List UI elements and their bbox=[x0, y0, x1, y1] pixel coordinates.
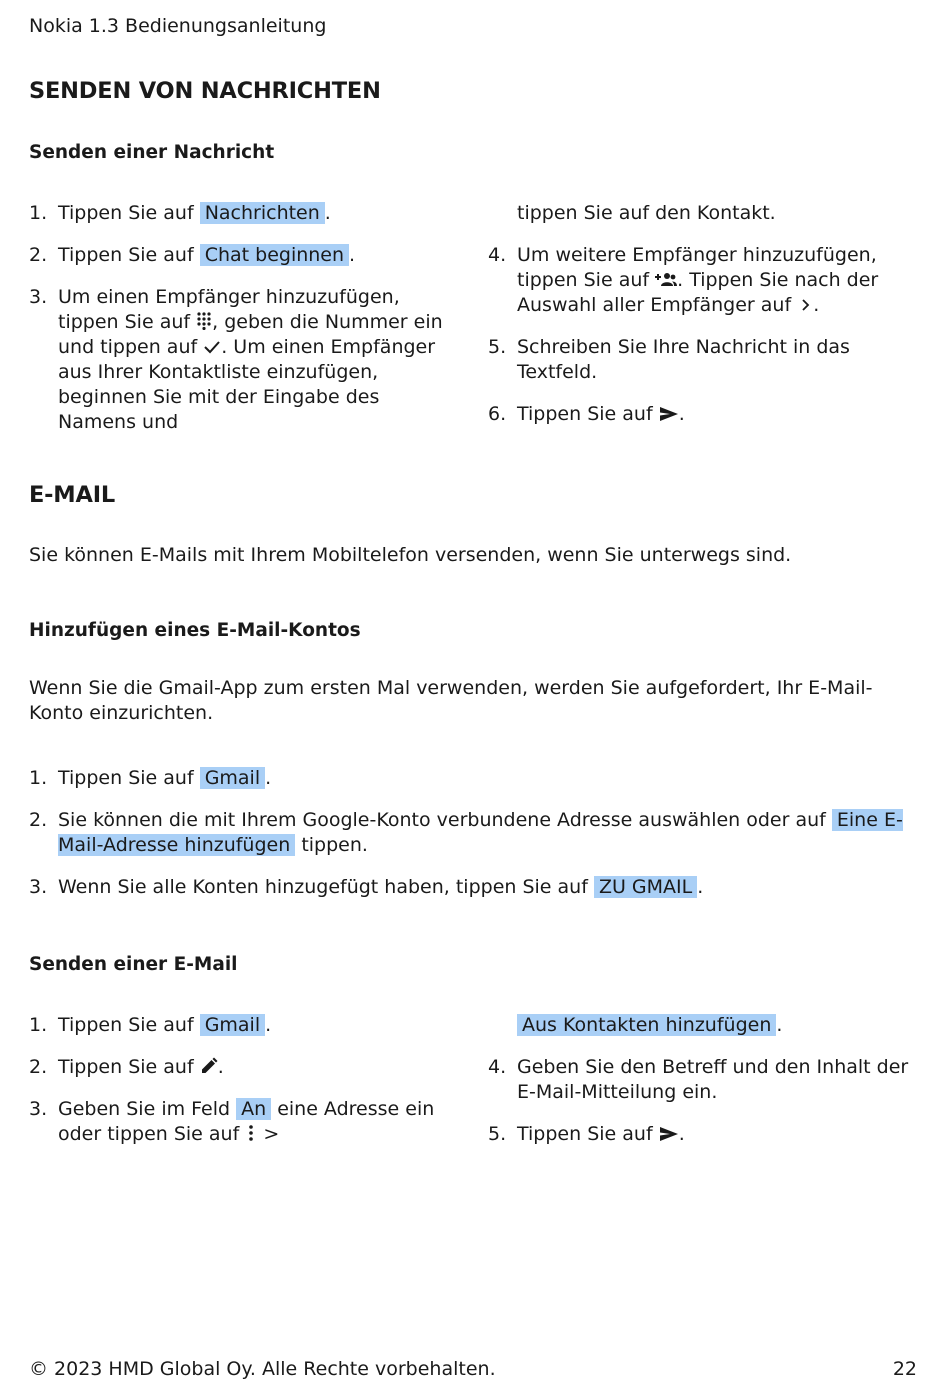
list-item bbox=[29, 243, 459, 268]
list-item bbox=[29, 1097, 459, 1147]
email-intro: Sie können E-Mails mit Ihrem Mobiltelefon versenden, wenn Sie unterwegs sind. bbox=[29, 544, 792, 566]
add-people-icon bbox=[655, 272, 677, 288]
pencil-icon bbox=[200, 1057, 218, 1075]
step-text: . bbox=[349, 244, 356, 266]
chevron-right-icon bbox=[797, 297, 813, 313]
page-header: Nokia 1.3 Bedienungsanleitung bbox=[29, 15, 327, 37]
add-email-address-label: Eine E-Mail-Adresse hinzufügen bbox=[58, 809, 903, 856]
step-number: 1. bbox=[29, 767, 48, 789]
step-number: 4. bbox=[488, 1056, 507, 1078]
list-item bbox=[29, 808, 919, 858]
step-text: > bbox=[257, 1123, 280, 1145]
send-icon bbox=[659, 1126, 679, 1142]
step-number: 3. bbox=[29, 1098, 48, 1120]
step-text: . bbox=[265, 1014, 272, 1036]
section-title-email: E-MAIL bbox=[29, 482, 116, 508]
add-account-text: Wenn Sie die Gmail-App zum ersten Mal verwenden, werden Sie aufgefordert, Ihr E-Mail-Konto einzurichten. bbox=[29, 677, 873, 724]
gmail-label: Gmail bbox=[200, 767, 265, 789]
step-number: 2. bbox=[29, 1056, 48, 1078]
step-number: 2. bbox=[29, 809, 48, 831]
step-text: . Tippen Sie nach der Auswahl aller Empfänger auf bbox=[517, 269, 879, 316]
list-item bbox=[29, 875, 919, 900]
chat-beginnen-label: Chat beginnen bbox=[200, 244, 349, 266]
an-field-label: An bbox=[236, 1098, 271, 1120]
page-number: 22 bbox=[892, 1358, 917, 1380]
step-text: . bbox=[697, 876, 704, 898]
step-text: Tippen Sie auf bbox=[517, 403, 659, 425]
step-number: 1. bbox=[29, 1014, 48, 1036]
list-item bbox=[29, 1013, 459, 1038]
step-number: 3. bbox=[29, 286, 48, 308]
step-text: Tippen Sie auf bbox=[58, 767, 200, 789]
step-text: . bbox=[324, 202, 331, 224]
step-text: Tippen Sie auf bbox=[58, 1056, 200, 1078]
step-text: Tippen Sie auf bbox=[58, 202, 200, 224]
gmail-label: Gmail bbox=[200, 1014, 265, 1036]
add-account-steps bbox=[29, 766, 919, 917]
more-vert-icon bbox=[245, 1124, 257, 1142]
step-text: Um weitere Empfänger hinzuzufügen, tippen Sie auf bbox=[517, 244, 877, 291]
step-text: Geben Sie den Betreff und den Inhalt der E-Mail-Mitteilung ein. bbox=[517, 1056, 909, 1103]
step-text: Schreiben Sie Ihre Nachricht in das Textfeld. bbox=[517, 336, 850, 383]
step-continuation bbox=[488, 1013, 918, 1038]
list-item bbox=[488, 1122, 918, 1147]
step-text: . Um einen Empfänger aus Ihrer Kontaktliste einzufügen, beginnen Sie mit der Eingabe des Namens und bbox=[58, 336, 436, 433]
step-text: . bbox=[776, 1014, 783, 1036]
step-text: , geben die Nummer ein und tippen auf bbox=[58, 311, 443, 358]
nachrichten-label: Nachrichten bbox=[200, 202, 325, 224]
list-item bbox=[29, 1055, 459, 1080]
step-text: Um einen Empfänger hinzuzufügen, tippen Sie auf bbox=[58, 286, 400, 333]
step-text: eine Adresse ein oder tippen Sie auf bbox=[58, 1098, 435, 1145]
step-number: 5. bbox=[488, 336, 507, 358]
list-item bbox=[29, 766, 919, 791]
step-text: . bbox=[678, 403, 685, 425]
step-text: . bbox=[265, 767, 272, 789]
subtitle-send-email: Senden einer E-Mail bbox=[29, 954, 238, 975]
send-email-steps-left bbox=[29, 1013, 459, 1164]
message-steps-left bbox=[29, 201, 459, 452]
step-text: Sie können die mit Ihrem Google-Konto verbundene Adresse auswählen oder auf bbox=[58, 809, 832, 831]
step-continuation: tippen Sie auf den Kontakt. bbox=[517, 202, 776, 224]
list-item bbox=[29, 285, 459, 435]
step-text: tippen. bbox=[295, 834, 368, 856]
step-text: Tippen Sie auf bbox=[58, 244, 200, 266]
subtitle-send-message: Senden einer Nachricht bbox=[29, 142, 275, 163]
check-icon bbox=[203, 339, 221, 355]
section-title-messages: SENDEN VON NACHRICHTEN bbox=[29, 78, 381, 104]
step-number: 3. bbox=[29, 876, 48, 898]
dialpad-icon bbox=[196, 312, 212, 330]
step-text: . bbox=[678, 1123, 685, 1145]
list-item bbox=[488, 1055, 918, 1105]
footer-copyright: © 2023 HMD Global Oy. Alle Rechte vorbehalten. bbox=[29, 1358, 496, 1380]
list-item bbox=[488, 335, 918, 385]
step-text: Tippen Sie auf bbox=[58, 1014, 200, 1036]
send-email-steps-right bbox=[488, 1013, 918, 1164]
step-text: . bbox=[813, 294, 820, 316]
list-item bbox=[29, 201, 459, 226]
step-number: 1. bbox=[29, 202, 48, 224]
step-number: 5. bbox=[488, 1123, 507, 1145]
list-item bbox=[488, 402, 918, 427]
subtitle-add-account: Hinzufügen eines E-Mail-Kontos bbox=[29, 620, 361, 641]
step-number: 4. bbox=[488, 244, 507, 266]
message-steps-right bbox=[488, 201, 918, 444]
step-number: 6. bbox=[488, 403, 507, 425]
step-number: 2. bbox=[29, 244, 48, 266]
send-icon bbox=[659, 406, 679, 422]
step-text: Geben Sie im Feld bbox=[58, 1098, 237, 1120]
step-text: Tippen Sie auf bbox=[517, 1123, 659, 1145]
step-text: Wenn Sie alle Konten hinzugefügt haben, tippen Sie auf bbox=[58, 876, 594, 898]
step-text: . bbox=[217, 1056, 224, 1078]
zu-gmail-label: ZU GMAIL bbox=[594, 876, 697, 898]
add-from-contacts-label: Aus Kontakten hinzufügen bbox=[517, 1014, 776, 1036]
list-item bbox=[488, 243, 918, 318]
